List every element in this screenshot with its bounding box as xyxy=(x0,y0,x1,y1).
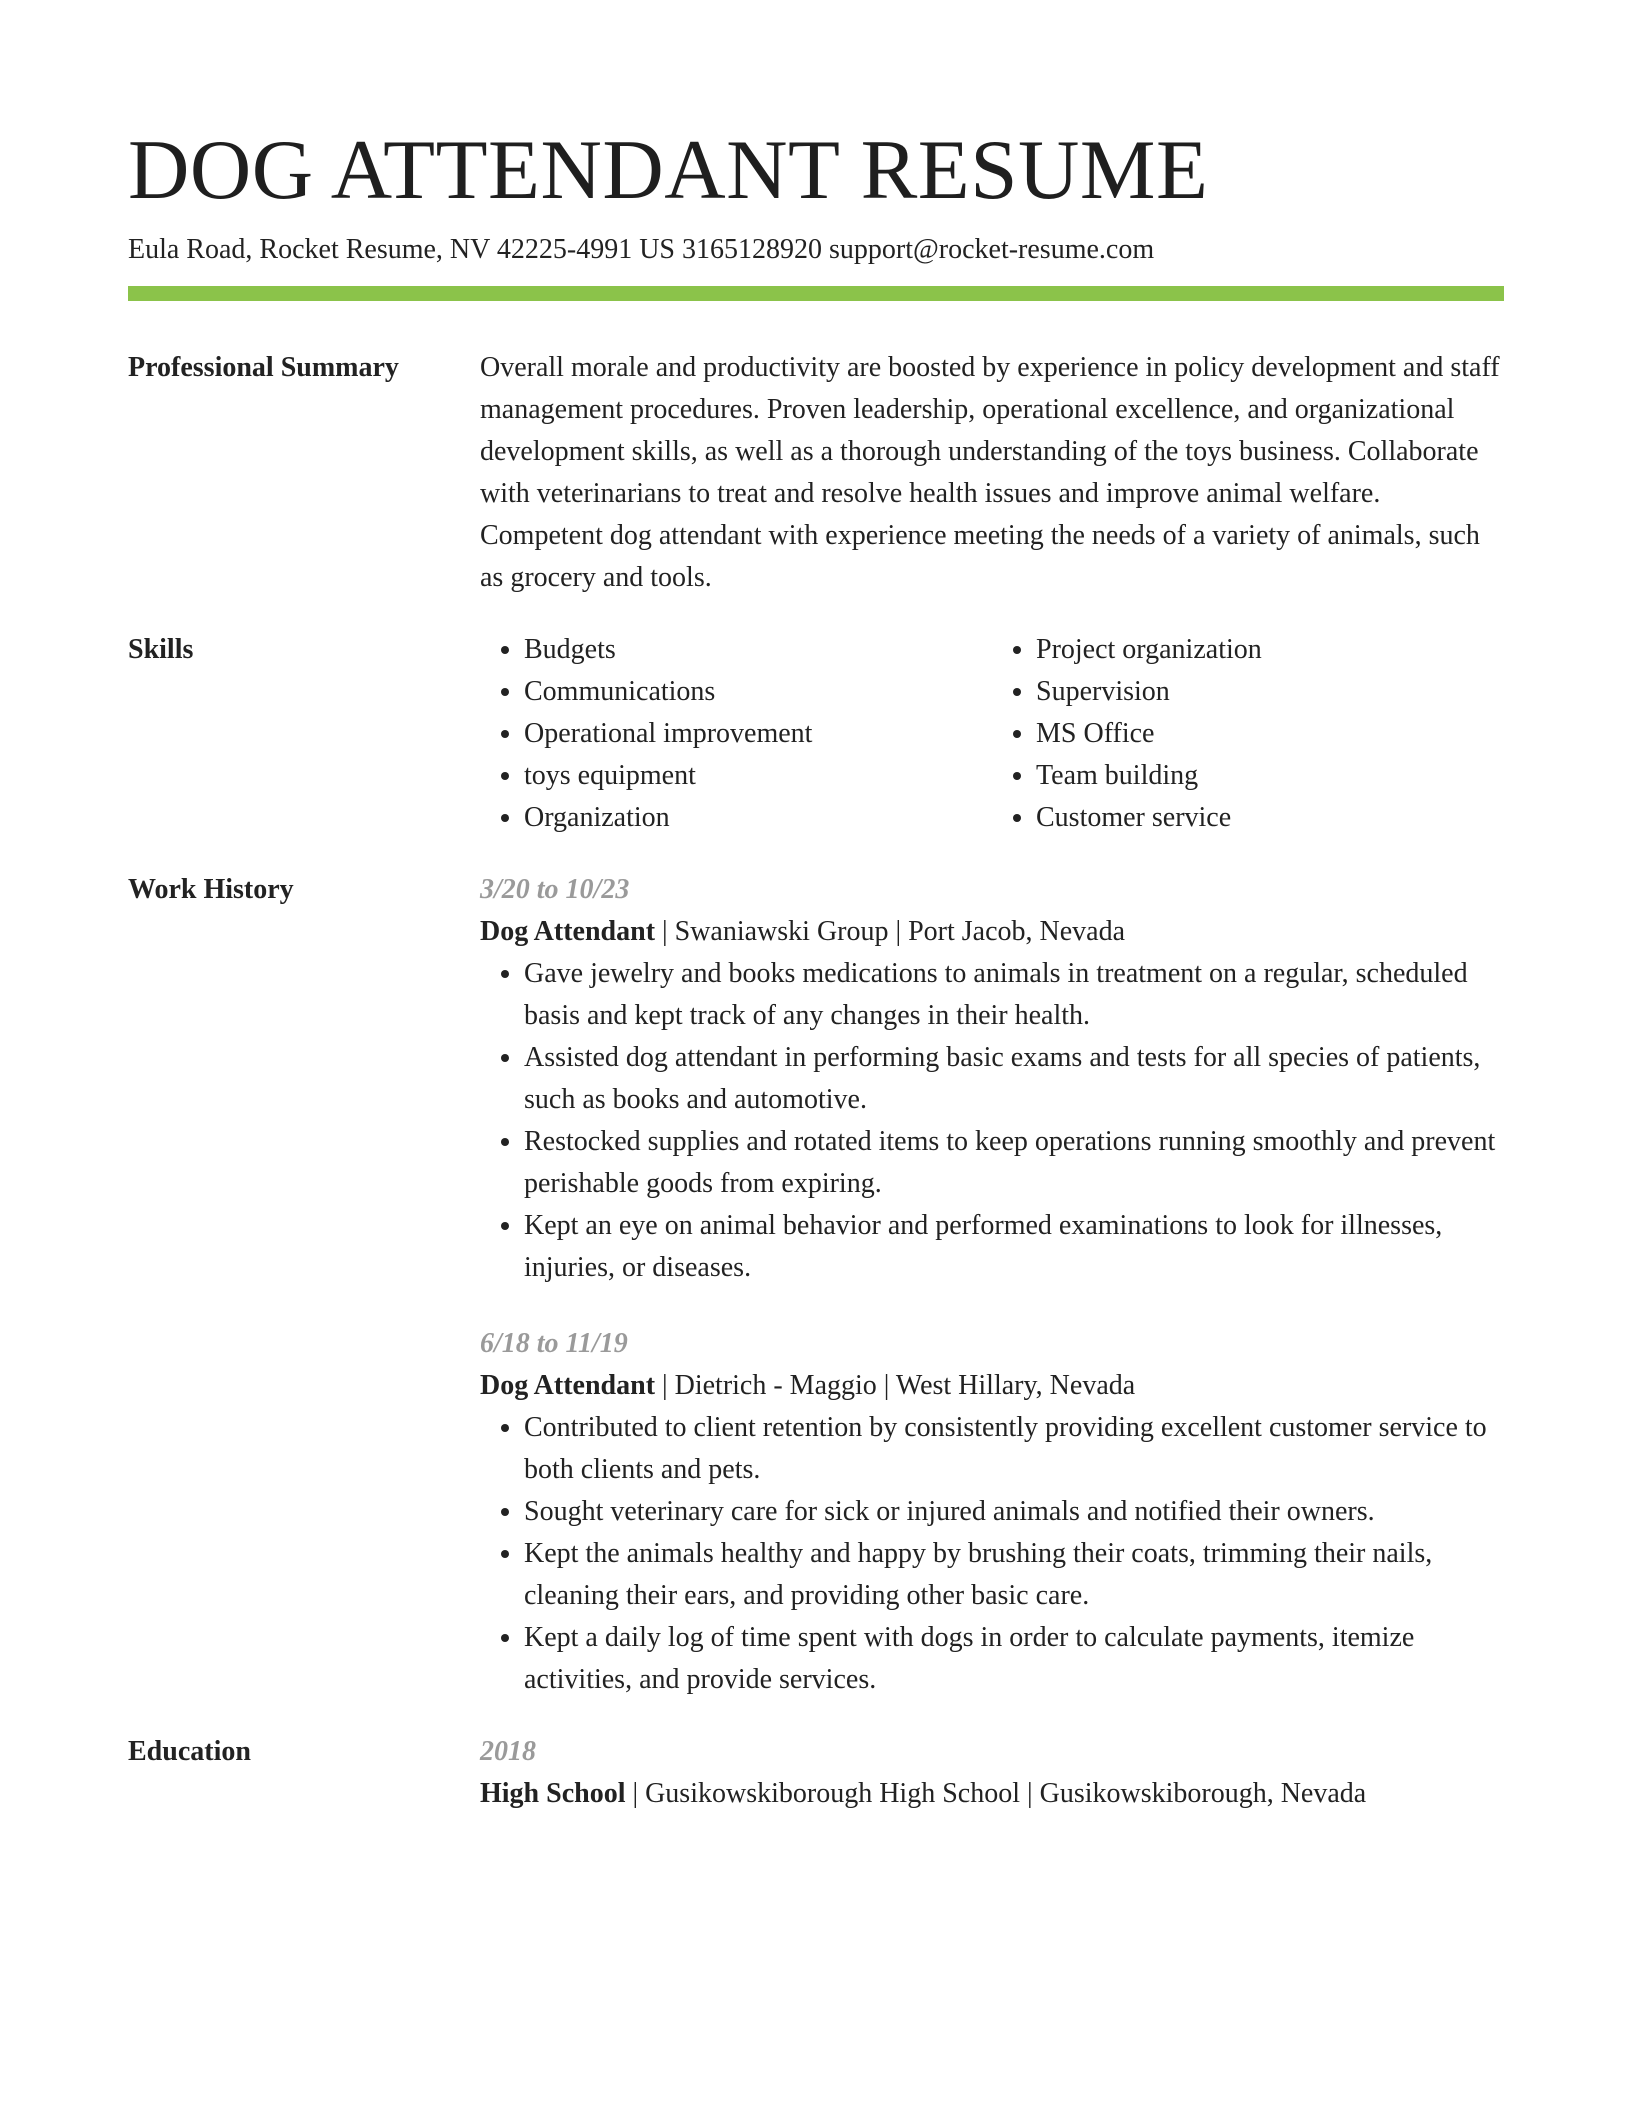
duty-item: • Contributed to client retention by consistently providing excellent customer service to both clients and pets. xyxy=(524,1407,1504,1491)
skill-item: • MS Office xyxy=(1036,713,1504,755)
header-divider xyxy=(128,286,1504,301)
duty-item: • Gave jewelry and books medications to animals in treatment on a regular, scheduled basis and kept track of any changes in their health. xyxy=(524,953,1504,1037)
section-label-summary: Professional Summary xyxy=(128,352,399,383)
skill-item: • Communications xyxy=(524,671,992,713)
skills-section xyxy=(128,629,1504,839)
skill-item: • Team building xyxy=(1036,755,1504,797)
education-details: | Gusikowskiborough High School | Gusikowskiborough, Nevada xyxy=(625,1778,1367,1809)
job-heading xyxy=(480,911,1504,953)
duty-item: • Kept a daily log of time spent with dogs in order to calculate payments, itemize activities, and provide services. xyxy=(524,1617,1504,1701)
education-section xyxy=(128,1731,1504,1815)
job-entry xyxy=(480,869,1504,1289)
education-body xyxy=(480,1731,1504,1815)
job-dates: 6/18 to 11/19 xyxy=(480,1328,628,1359)
section-label-education: Education xyxy=(128,1736,251,1767)
job-duties xyxy=(480,1407,1504,1701)
skills-list-right xyxy=(992,629,1504,839)
job-details: | Dietrich - Maggio | West Hillary, Nevada xyxy=(655,1370,1136,1401)
job-title: Dog Attendant xyxy=(480,916,656,947)
duty-item: • Kept an eye on animal behavior and performed examinations to look for illnesses, injuries, or diseases. xyxy=(524,1205,1504,1289)
work-history-body xyxy=(480,869,1504,1701)
skill-item: • Organization xyxy=(524,797,992,839)
skill-item: • Budgets xyxy=(524,629,992,671)
section-label-skills: Skills xyxy=(128,634,194,665)
education-year: 2018 xyxy=(480,1736,536,1767)
skill-item: • Project organization xyxy=(1036,629,1504,671)
section-label-work: Work History xyxy=(128,874,294,905)
job-title: Dog Attendant xyxy=(480,1370,656,1401)
skill-item: • toys equipment xyxy=(524,755,992,797)
summary-section xyxy=(128,347,1504,599)
education-heading xyxy=(480,1773,1504,1815)
skill-item: • Supervision xyxy=(1036,671,1504,713)
job-heading xyxy=(480,1365,1504,1407)
contact-info: Eula Road, Rocket Resume, NV 42225-4991 US 3165128920 support@rocket-resume.com xyxy=(128,234,1155,265)
duty-item: • Restocked supplies and rotated items to keep operations running smoothly and prevent perishable goods from expiring. xyxy=(524,1121,1504,1205)
job-duties xyxy=(480,953,1504,1289)
summary-body xyxy=(480,347,1504,599)
duty-item: • Sought veterinary care for sick or injured animals and notified their owners. xyxy=(524,1491,1504,1533)
skill-item: • Operational improvement xyxy=(524,713,992,755)
resume-page xyxy=(128,118,1504,1815)
skills-body xyxy=(480,629,1504,839)
job-entry xyxy=(480,1323,1504,1701)
job-dates: 3/20 to 10/23 xyxy=(480,874,630,905)
resume-title: DOG ATTENDANT RESUME xyxy=(128,123,1209,217)
duty-item: • Kept the animals healthy and happy by brushing their coats, trimming their nails, cleaning their ears, and providing other basic care. xyxy=(524,1533,1504,1617)
skill-item: • Customer service xyxy=(1036,797,1504,839)
work-history-section xyxy=(128,869,1504,1701)
skills-list-left xyxy=(480,629,992,839)
education-degree: High School xyxy=(480,1778,626,1809)
job-details: | Swaniawski Group | Port Jacob, Nevada xyxy=(655,916,1126,947)
duty-item: • Assisted dog attendant in performing basic exams and tests for all species of patients, such as books and automotive. xyxy=(524,1037,1504,1121)
summary-text: Overall morale and productivity are boosted by experience in policy development and staff management procedures. Proven leadership, operational excellence, and organizational development skills, as well as a thorough understanding of the toys business. Collaborate with veterinarians to treat and resolve health issues and improve animal welfare. Competent dog attendant with experience meeting the needs of a variety of animals, such as grocery and tools. xyxy=(480,352,1500,593)
